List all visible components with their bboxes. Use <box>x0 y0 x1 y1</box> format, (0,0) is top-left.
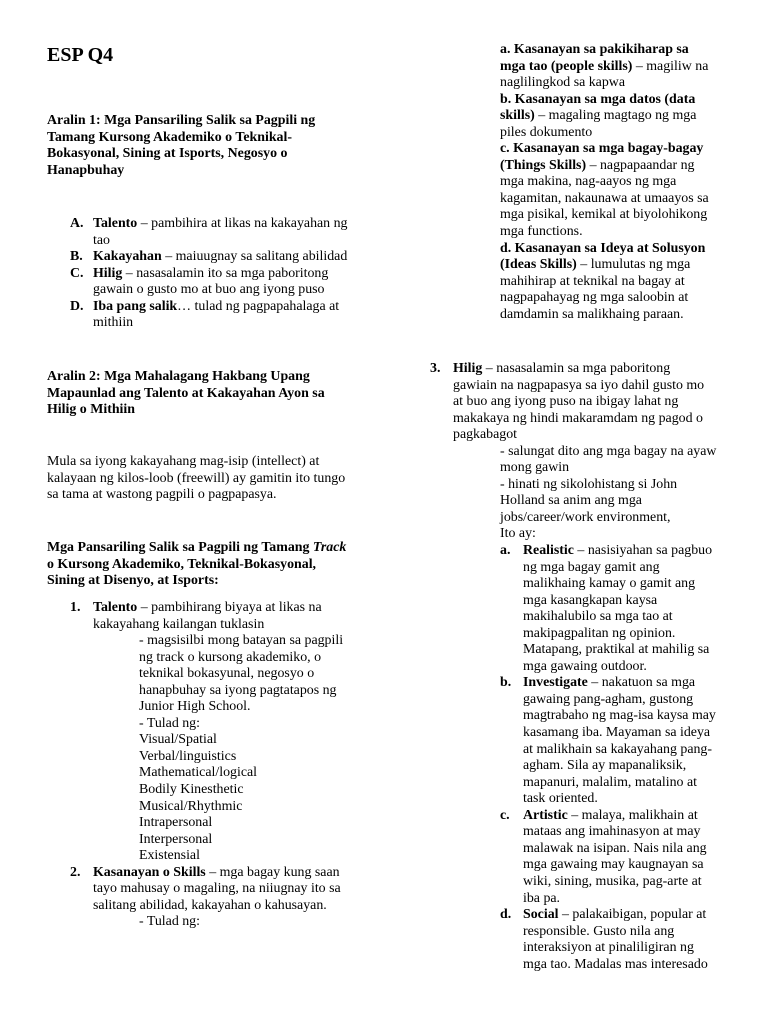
item-text: – malaya, malikhain at <box>567 807 698 823</box>
item-text: – pambihirang biyaya at likas na <box>137 600 322 615</box>
list-marker: D. <box>70 298 84 314</box>
heading-line: Hilig o Mithiin <box>47 402 135 418</box>
text-line: makihalubilo sa mga tao at <box>523 609 673 625</box>
text-line: - Tulad ng: <box>139 715 200 731</box>
example-item: Musical/Rhythmic <box>139 798 243 814</box>
text-line: ng mga bagay gamit ang <box>523 559 660 575</box>
text-line <box>500 59 709 76</box>
text-line: mithiin <box>93 315 134 331</box>
text-line: nagpapahayag ng mga saloobin at <box>500 290 689 306</box>
text-line: at buo ang iyong puso na ibigay lahat ng <box>453 394 679 410</box>
item-text: – palakaibigan, popular at <box>558 907 707 923</box>
factor-item-kasanayan <box>70 865 343 931</box>
item-text: – mga bagay kung saan <box>205 864 340 880</box>
text-line: interaksiyon at pinaliligiran ng <box>523 940 694 956</box>
text-line: mong gawin <box>500 460 570 476</box>
heading-line <box>47 540 346 557</box>
text-line: wiki, sining, musika, pag-arte at <box>523 873 702 889</box>
list-marker: B. <box>70 249 83 265</box>
list-marker: 1. <box>70 600 81 615</box>
text-line: tao <box>93 232 110 248</box>
item-text: – nakatuon sa mga <box>587 675 696 691</box>
skill-text: – lumulutas ng mga <box>576 257 691 273</box>
text-line: magtrabaho ng mag-isa kaysa may <box>523 708 716 724</box>
heading-line: Sining at Disenyo, at Isports: <box>47 573 219 589</box>
text-line <box>93 299 347 316</box>
item-label: Realistic <box>523 543 574 559</box>
text-line: responsible. Gusto nila ang <box>523 923 675 939</box>
text-line: gawaing pang-agham, gustong <box>523 691 694 707</box>
text-line: mga functions. <box>500 224 583 240</box>
text-line <box>500 158 709 175</box>
item-label: Social <box>523 907 559 923</box>
holland-type-social <box>500 907 716 973</box>
text-line: teknikal bokasyunal, negosyo o <box>139 666 315 682</box>
text-line: kasamang iba. Mayaman sa ideya <box>523 725 711 741</box>
skill-ideas <box>500 241 709 324</box>
item-body <box>70 249 347 266</box>
item-body <box>70 600 343 633</box>
example-item: Verbal/linguistics <box>139 748 237 764</box>
salik-list <box>70 216 347 332</box>
text-line: Ito ay: <box>500 526 536 542</box>
item-text: … tulad ng pagpapahalaga at <box>177 298 340 314</box>
text-line: mga kasangkapan kaysa <box>523 592 658 608</box>
example-item: Bodily Kinesthetic <box>139 782 244 798</box>
list-marker: A. <box>70 216 84 231</box>
skill-text: – magiliw na <box>632 58 709 74</box>
item-label: Kakayahan <box>93 249 162 265</box>
skill-heading: (Things Skills) <box>500 157 587 173</box>
text-line <box>453 361 716 378</box>
text-line: mga tao. Madalas mas interesado <box>523 956 708 972</box>
item-label: Artistic <box>523 807 568 823</box>
example-item: Mathematical/logical <box>139 765 258 781</box>
item-label: Talento <box>93 600 138 615</box>
factor-item-talento <box>70 600 343 865</box>
heading-line: Bokasyonal, Sining at Isports, Negosyo o <box>47 146 288 162</box>
text-line: malikhaing kamay o gamit ang <box>523 576 696 592</box>
item-body <box>500 907 716 973</box>
item-label: Kasanayan o Skills <box>93 864 206 880</box>
sub-notes <box>70 914 343 931</box>
sub-notes <box>430 444 716 974</box>
item-body <box>70 266 347 299</box>
list-marker: c. <box>500 807 510 823</box>
holland-type-artistic <box>500 808 716 907</box>
text-line <box>500 257 709 274</box>
skill-people <box>500 42 709 92</box>
text-line <box>523 808 716 825</box>
text-line: - Tulad ng: <box>139 914 200 930</box>
text-line: kagamitan, nakaunawa at umaayos sa <box>500 190 709 206</box>
text-line: Junior High School. <box>139 699 251 715</box>
item-body <box>430 361 716 444</box>
text-line: mahihirap at teknikal na bagay at <box>500 273 685 289</box>
heading-line: Tamang Kursong Akademiko o Teknikal- <box>47 129 292 145</box>
factor-item-hilig <box>430 361 716 973</box>
item-body <box>500 543 716 675</box>
heading-line: Aralin 2: Mga Mahalagang Hakbang Upang <box>47 369 310 384</box>
text-line: Matapang, praktikal at mahilig sa <box>523 642 710 658</box>
example-item: Interpersonal <box>139 831 213 847</box>
text-line: malawak na isipan. Nais nila ang <box>523 840 707 856</box>
text-line: damdamin sa malikhaing paraan. <box>500 306 684 322</box>
list-marker: b. <box>500 675 512 691</box>
text-line: jobs/career/work environment, <box>500 509 671 525</box>
skill-heading: skills) <box>500 108 535 124</box>
list-marker: 2. <box>70 864 81 880</box>
text-line <box>523 543 716 560</box>
text-line <box>500 108 709 125</box>
text-line <box>93 865 343 882</box>
text-line <box>500 42 709 59</box>
holland-type-realistic <box>500 543 716 675</box>
skills-types-list <box>500 42 709 323</box>
text-line: tayo mahusay o magaling, na niiugnay ito sa <box>93 881 341 897</box>
item-label: Talento <box>93 216 138 231</box>
salik-item-d <box>70 299 347 332</box>
item-body <box>500 675 716 807</box>
text-line: mga pisikal, kemikal at biyolohikong <box>500 207 708 223</box>
text-line: kakayahang kailangan tuklasin <box>93 616 265 632</box>
holland-type-investigate <box>500 675 716 807</box>
text-line <box>93 216 347 233</box>
aralin-2-heading <box>47 369 325 419</box>
text-line: makakaya ng hindi makaramdam ng pagod o <box>453 410 703 426</box>
text-line: mga makina, nag-aayos ng mga <box>500 174 677 190</box>
list-marker: C. <box>70 265 84 281</box>
text-line: piles dokumento <box>500 124 593 140</box>
text-line: kalayaan ng kilos-loob (freewill) ay gamitin ito tungo <box>47 470 346 486</box>
text-line: hanapbuhay sa iyong pagtatapos ng <box>139 682 337 698</box>
holland-types-list <box>500 543 716 973</box>
skill-things <box>500 141 709 240</box>
text-line <box>523 907 716 924</box>
skill-heading: mga tao (people skills) <box>500 58 633 74</box>
text-line <box>500 92 709 109</box>
list-marker: a. <box>500 543 511 559</box>
example-item: Existensial <box>139 848 200 864</box>
text-line: makipagpalitan ng opinion. <box>523 625 676 641</box>
text-line: gawain o gusto mo at buo ang iyong puso <box>93 282 325 298</box>
item-label: Investigate <box>523 675 588 691</box>
example-item: Visual/Spatial <box>139 732 217 748</box>
salik-item-c <box>70 266 347 299</box>
list-marker: 3. <box>430 361 441 376</box>
item-text: – nasisiyahan sa pagbuo <box>573 543 713 559</box>
item-body <box>70 865 343 915</box>
aralin-1-heading <box>47 113 315 179</box>
text-line: task oriented. <box>523 791 598 807</box>
text-line: ng track o kursong akademiko, o <box>139 649 322 665</box>
heading-italic-text: Track <box>312 540 347 555</box>
skill-text: – magaling magtago ng mga <box>534 108 697 124</box>
heading-line: Mapaunlad ang Talento at Kakayahan Ayon sa <box>47 385 325 401</box>
item-text: – maiuugnay sa salitang abilidad <box>161 249 348 265</box>
item-text: – nasasalamin ito sa mga paboritong <box>122 265 329 281</box>
text-line: agham. Sila ay mapanaliksik, <box>523 758 687 774</box>
skill-heading: d. Kasanayan sa Ideya at Solusyon <box>500 240 706 256</box>
text-line: mga gawaing may kaugnayan sa <box>523 857 704 873</box>
salik-item-b <box>70 249 347 266</box>
text-line: - hinati ng sikolohistang si John <box>500 476 678 492</box>
item-text: – nasasalamin sa mga paboritong <box>482 361 671 376</box>
example-item: Intrapersonal <box>139 815 213 831</box>
text-line: Mula sa iyong kakayahang mag-isip (intellect) at <box>47 454 320 469</box>
text-line: - magsisilbi mong batayan sa pagpili <box>139 633 344 649</box>
item-label: Iba pang salik <box>93 298 178 314</box>
text-line <box>93 266 347 283</box>
text-line: naglilingkod sa kapwa <box>500 75 625 91</box>
skill-text: – nagpapaandar ng <box>586 157 695 173</box>
salik-item-a <box>70 216 347 249</box>
item-label: Hilig <box>93 265 123 281</box>
heading-text: Mga Pansariling Salik sa Pagpili ng Tamang <box>47 540 313 555</box>
heading-line: Hanapbuhay <box>47 162 125 178</box>
skill-heading: (Ideas Skills) <box>500 257 577 273</box>
list-marker: d. <box>500 907 512 923</box>
item-text: – pambihira at likas na kakayahan ng <box>137 216 348 231</box>
text-line: pagkabagot <box>453 427 518 443</box>
text-line <box>500 241 709 258</box>
text-line <box>93 249 347 266</box>
text-line <box>500 141 709 158</box>
text-line: iba pa. <box>523 890 561 906</box>
text-line: gawiain na nagpapasya sa iyo dahil gusto mo <box>453 377 705 393</box>
document-title: ESP Q4 <box>47 44 114 66</box>
heading-line: Aralin 1: Mga Pansariling Salik sa Pagpili ng <box>47 113 316 128</box>
text-line: mataas ang imahinasyon at may <box>523 824 701 840</box>
item-body <box>70 216 347 249</box>
skill-heading: b. Kasanayan sa mga datos (data <box>500 91 696 107</box>
track-heading <box>47 540 346 590</box>
text-line <box>93 600 343 617</box>
text-line: salitang abilidad, kakayahan o kahusayan. <box>93 897 327 913</box>
text-line <box>523 675 716 692</box>
text-line: at malikhain sa kakayahang pang- <box>523 741 712 757</box>
text-line: sa tama at wastong pagpili o pagpapasya. <box>47 487 277 503</box>
skill-heading: a. Kasanayan sa pakikiharap sa <box>500 42 689 57</box>
heading-line: o Kursong Akademiko, Teknikal-Bokasyonal, <box>47 556 317 572</box>
item-body <box>500 808 716 907</box>
hilig-section <box>430 361 716 973</box>
text-line: Holland sa anim ang mga <box>500 493 642 509</box>
text-line: - salungat dito ang mga bagay na ayaw <box>500 443 717 459</box>
sub-notes <box>70 633 343 865</box>
item-body <box>70 299 347 332</box>
text-line: mga gawaing outdoor. <box>523 658 647 674</box>
intro-paragraph <box>47 454 345 504</box>
skill-data <box>500 92 709 142</box>
skill-heading: c. Kasanayan sa mga bagay-bagay <box>500 141 704 157</box>
text-line: mapanuri, malalim, matalino at <box>523 774 697 790</box>
factors-list <box>70 600 343 931</box>
item-label: Hilig <box>453 361 483 376</box>
